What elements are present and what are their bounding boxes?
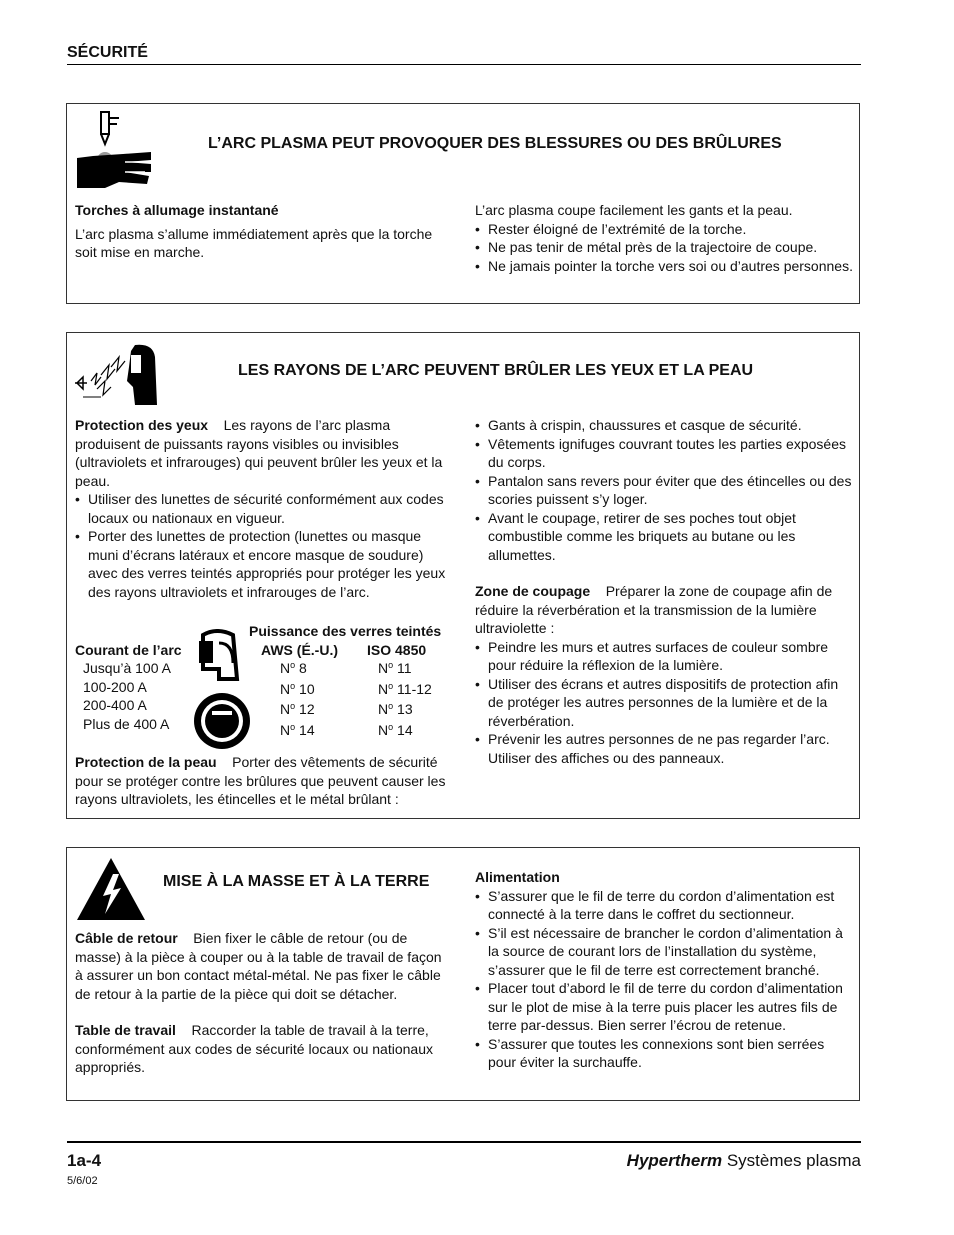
list-item: • Ne jamais pointer la torche vers soi ou d’autres personnes. — [475, 257, 853, 276]
return-cable-text: Bien fixer le câble de retour (ou de masse) à la pièce à couper ou à la table de travail de façon à assurer un bon contact métal-métal. Ne pas fixer le câble de retour à la partie de la pièce qui doit se détacher. — [75, 930, 442, 1002]
instant-ignition-title: Torches à allumage instantané — [75, 202, 279, 218]
list-item: • Vêtements ignifuges couvrant toutes les parties exposées du corps. — [475, 435, 853, 472]
cutting-zone-list — [475, 638, 853, 768]
table-cell: $N^o$ 12 — [280, 701, 315, 717]
list-item: • Peindre les murs et autres surfaces de couleur sombre pour réduire la réflexion de la lumière. — [475, 638, 853, 675]
list-item: • Utiliser des lunettes de sécurité conformément aux codes locaux ou nationaux en vigueur. — [75, 490, 449, 527]
section3-right-column — [475, 868, 853, 1072]
table-cell: $N^o$ 14 — [280, 721, 315, 738]
list-item: • Rester éloigné de l’extrémité de la torche. — [475, 220, 853, 239]
footer-brand — [627, 1151, 861, 1171]
eye-protection-list — [75, 490, 449, 601]
footer-rule — [67, 1141, 861, 1143]
brand-logo-text: Hypertherm — [626, 1151, 723, 1170]
power-supply-list — [475, 887, 853, 1072]
section3-heading: MISE À LA MASSE ET À LA TERRE — [163, 873, 430, 890]
section1-left-column — [75, 201, 455, 262]
skin-protection-text: Porter des vêtements de sécurité pour se protéger contre les brûlures que peuvent causer les rayons ultraviolets, les étincelles et le métal brûlant : — [75, 754, 446, 807]
cutting-zone-paragraph — [475, 582, 853, 638]
work-table-paragraph — [75, 1021, 447, 1077]
col-header-current: Courant de l’arc — [75, 642, 182, 658]
work-table-text: Raccorder la table de travail à la terre, conformément aux codes de sécurité locaux ou nationaux appropriés. — [75, 1022, 433, 1075]
section1-heading: L’ARC PLASMA PEUT PROVOQUER DES BLESSURES OU DES BRÛLURES — [208, 135, 782, 152]
list-item: • Placer tout d’abord le fil de terre du cordon d’alimentation sur le plot de mise à la terre puis placer les autres fils de terre par-dessus. Bien serrer l’écrou de retenue. — [475, 979, 853, 1035]
page-number: 1a-4 — [67, 1151, 102, 1170]
list-item: • S’assurer que le fil de terre du cordon d’alimentation est connecté à la terre dans le coffret du sectionneur. — [475, 887, 853, 924]
power-supply-title: Alimentation — [475, 869, 560, 885]
table-row: Jusqu’à 100 A — [83, 660, 171, 676]
return-cable-paragraph — [75, 929, 447, 1003]
list-item: • Avant le coupage, retirer de ses poches tout objet combustible comme les briquets au butane ou les allumettes. — [475, 509, 853, 565]
table-row: Plus de 400 A — [83, 715, 170, 732]
hand-torch-warning-icon — [75, 110, 155, 195]
product-name: Systèmes plasma — [726, 1151, 861, 1170]
cutting-zone-title: Zone de coupage — [475, 583, 591, 599]
skin-protection-paragraph — [75, 753, 451, 809]
face-shield-icon — [193, 629, 253, 756]
plasma-cuts-text: L’arc plasma coupe facilement les gants et la peau. — [475, 202, 793, 218]
list-item: • S’assurer que toutes les connexions sont bien serrées pour éviter la surchauffe. — [475, 1035, 853, 1072]
work-table-title: Table de travail — [75, 1022, 176, 1038]
clothing-list — [475, 416, 853, 564]
header-rule — [67, 64, 861, 65]
revision-date: 5/6/02 — [67, 1175, 98, 1187]
welding-helmet-icon — [73, 341, 161, 412]
section2-right-column — [475, 416, 853, 767]
table-cell: $N^o$ 11-12 — [378, 680, 432, 697]
table-cell: $N^o$ 8 — [280, 660, 307, 676]
list-item: • Gants à crispin, chaussures et casque de sécurité. — [475, 416, 853, 435]
table-cell: $N^o$ 14 — [378, 721, 413, 738]
col-header-iso: ISO 4850 — [367, 642, 427, 658]
instant-ignition-text: L’arc plasma s’allume immédiatement après que la torche soit mise en marche. — [75, 225, 433, 260]
eye-protection-title: Protection des yeux — [75, 417, 209, 433]
skin-protection-title: Protection de la peau — [75, 754, 217, 770]
section3-left-column — [75, 929, 447, 1077]
section1-right-column — [475, 201, 853, 275]
list-item: • Prévenir les autres personnes de ne pas regarder l’arc. Utiliser des affiches ou des panneaux. — [475, 730, 853, 767]
plasma-cut-list — [475, 220, 853, 276]
shade-iso-column — [378, 659, 458, 741]
list-item: • Porter des lunettes de protection (lunettes ou masque muni d’écrans latéraux et encore masque de soudure) avec des verres teintés appropriés pour protéger les yeux des rayons ultraviolets et infrarouges de l’arc. — [75, 527, 449, 601]
section-plasma-arc — [66, 103, 860, 304]
section2-heading: LES RAYONS DE L’ARC PEUVENT BRÛLER LES YEUX ET LA PEAU — [238, 362, 754, 379]
table-row: 200-400 A — [83, 697, 147, 713]
section-grounding — [66, 847, 860, 1101]
table-cell: $N^o$ 11 — [378, 660, 412, 676]
shade-aws-column — [280, 659, 350, 741]
return-cable-title: Câble de retour — [75, 930, 178, 946]
page-header-title: SÉCURITÉ — [67, 44, 148, 61]
cutting-zone-text: Préparer la zone de coupage afin de réduire la réverbération et la transmission de la lumière ultraviolette : — [475, 583, 833, 636]
section-arc-rays — [66, 332, 860, 819]
table-row: 100-200 A — [83, 678, 147, 695]
shade-current-column — [83, 659, 193, 733]
eye-protection-text: Les rayons de l’arc plasma produisent de puissants rayons visibles ou invisibles (ultraviolets et infrarouges) qui peuvent brûler les yeux et la peau. — [75, 417, 443, 489]
table-cell: $N^o$ 10 — [280, 680, 315, 697]
electric-shock-warning-icon — [75, 856, 147, 925]
table-cell: $N^o$ 13 — [378, 701, 413, 717]
section2-left-column — [75, 416, 449, 601]
list-item: • Ne pas tenir de métal près de la trajectoire de coupe. — [475, 238, 853, 257]
eye-protection-paragraph — [75, 416, 449, 490]
col-header-aws: AWS (É.-U.) — [261, 642, 338, 658]
list-item: • Pantalon sans revers pour éviter que des étincelles ou des scories puissent s’y loger. — [475, 472, 853, 509]
shade-group-header: Puissance des verres teintés — [249, 623, 442, 639]
list-item: • Utiliser des écrans et autres dispositifs de protection afin de protéger les autres personnes de la lumière et de la réverbération. — [475, 675, 853, 731]
list-item: • S’il est nécessaire de brancher le cordon d’alimentation à la source de courant lors de l’installation du système, s’assurer que le fil de terre est correctement branché. — [475, 924, 853, 980]
